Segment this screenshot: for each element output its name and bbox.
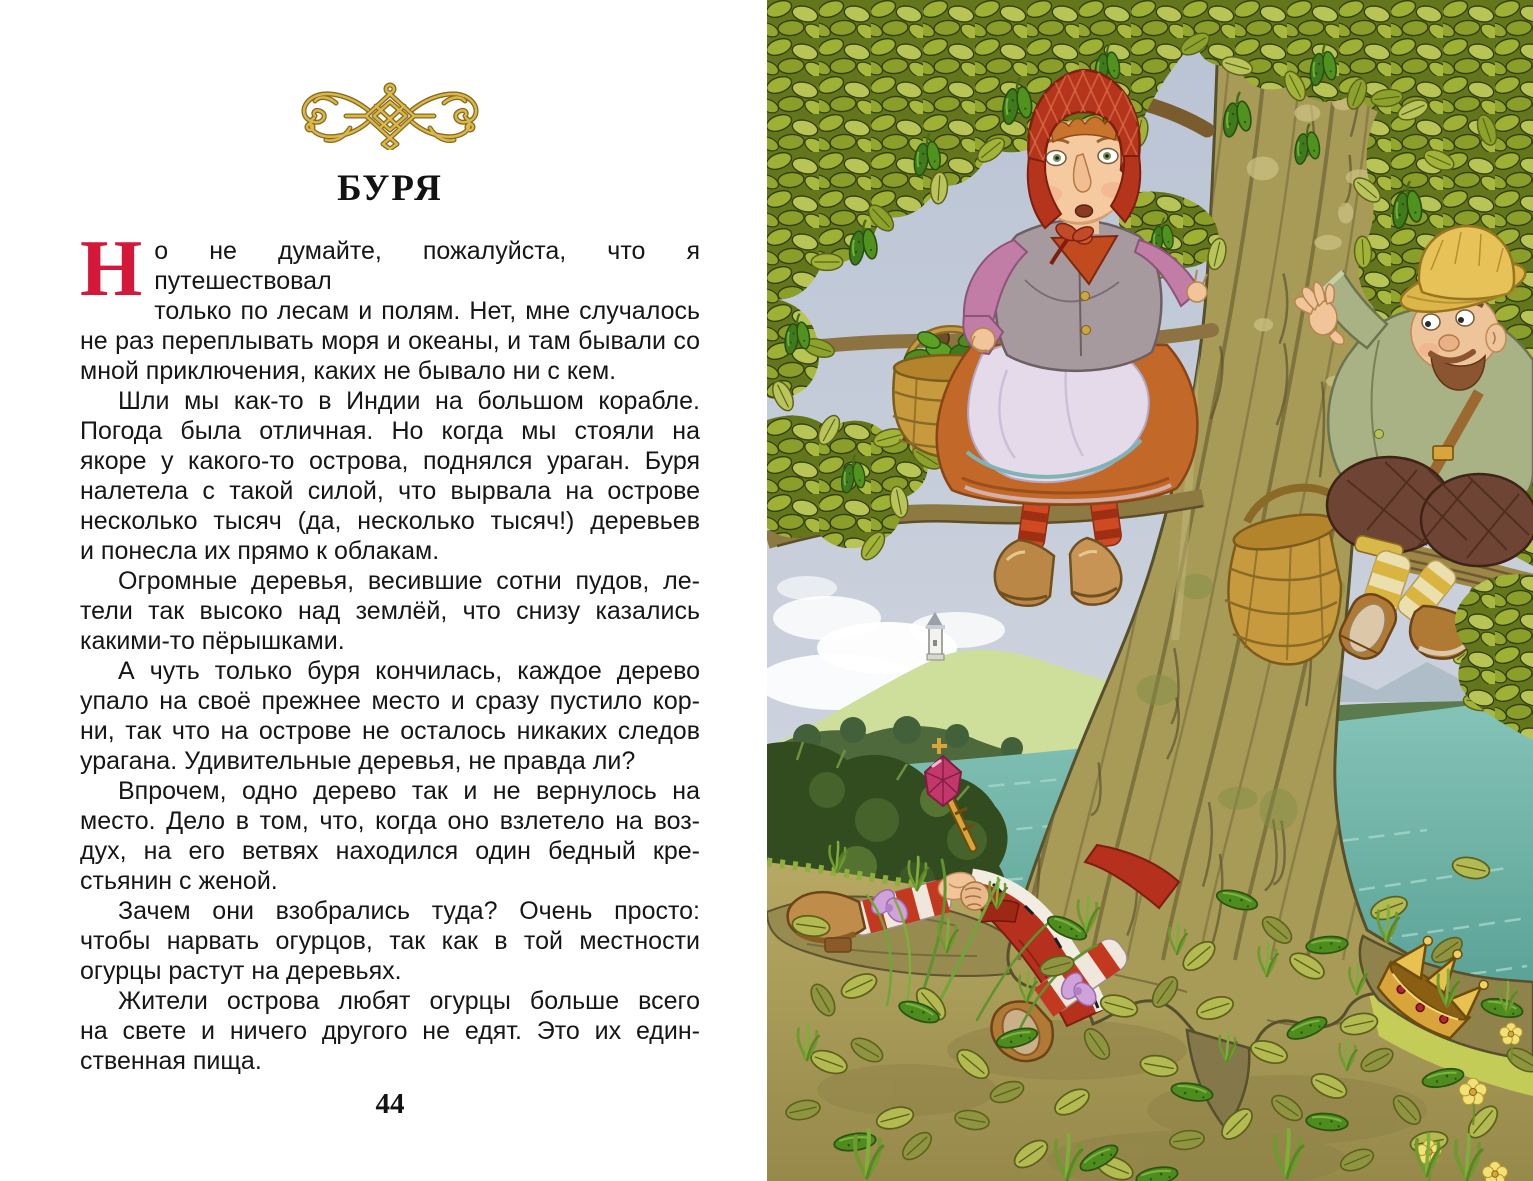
chapter-ornament-icon: [290, 82, 490, 150]
text-line: Зачем они взобрались туда? Очень просто:: [118, 897, 700, 925]
chapter-title: БУРЯ: [337, 168, 443, 209]
right-page: [767, 0, 1533, 1181]
paragraph: [80, 225, 700, 386]
storm-illustration: [767, 0, 1533, 1181]
drop-cap: Н: [80, 225, 143, 313]
text-line: ни, так что на острове не осталось никаких следов: [80, 717, 700, 745]
paragraph: [80, 566, 700, 656]
left-page-content: [80, 0, 700, 1120]
text-line: Впрочем, одно дерево так и не вернулось на: [118, 777, 700, 805]
paragraph: [80, 656, 700, 776]
paragraph: [80, 386, 700, 566]
paragraph: [80, 986, 700, 1076]
paragraph: [80, 776, 700, 896]
text-line: о не думайте, пожалуйста, что я путешествовал: [154, 237, 700, 295]
body-text: [80, 225, 700, 1076]
text-line: ственная пища.: [80, 1047, 262, 1075]
paragraph: [80, 896, 700, 986]
text-line: мной приключения, каких не бывало ни с кем.: [80, 357, 617, 385]
text-line: Погода была отличная. Но когда мы стояли на: [80, 417, 700, 445]
text-line: и понесла их прямо к облакам.: [80, 537, 440, 565]
text-line: якоре у какого-то острова, поднялся ураган. Буря: [80, 447, 700, 475]
text-line: Огромные деревья, весившие сотни пудов, ле-: [118, 567, 700, 595]
text-line: А чуть только буря кончилась, каждое дерево: [118, 657, 700, 685]
text-line: несколько тысяч (да, несколько тысяч!) деревьев: [80, 507, 700, 535]
text-line: не раз переплывать моря и океаны, и там бывали со: [80, 327, 700, 355]
text-line: тели так высоко над землёй, что снизу казались: [80, 597, 700, 625]
page-number: 44: [375, 1088, 405, 1120]
text-line: стьянин с женой.: [80, 867, 278, 895]
text-line: место. Дело в том, что, когда оно взлетело на воз-: [80, 807, 700, 835]
text-line: Шли мы как-то в Индии на большом корабле.: [118, 387, 700, 415]
text-line: какими-то пёрышками.: [80, 627, 345, 655]
text-line: огурцы растут на деревьях.: [80, 957, 402, 985]
text-line: упало на своё прежнее место и сразу пустило кор-: [80, 687, 700, 715]
text-line: Жители острова любят огурцы больше всего: [118, 987, 700, 1015]
text-line: на свете и ничего другого не едят. Это их един-: [80, 1017, 700, 1045]
text-line: дух, на его ветвях находился один бедный кре-: [80, 837, 700, 865]
text-line: только по лесам и полям. Нет, мне случалось: [154, 297, 700, 325]
text-line: урагана. Удивительные деревья, не правда ли?: [80, 747, 636, 775]
text-line: чтобы нарвать огурцов, так как в той местности: [80, 927, 700, 955]
text-line: налетела с такой силой, что вырвала на острове: [80, 477, 700, 505]
